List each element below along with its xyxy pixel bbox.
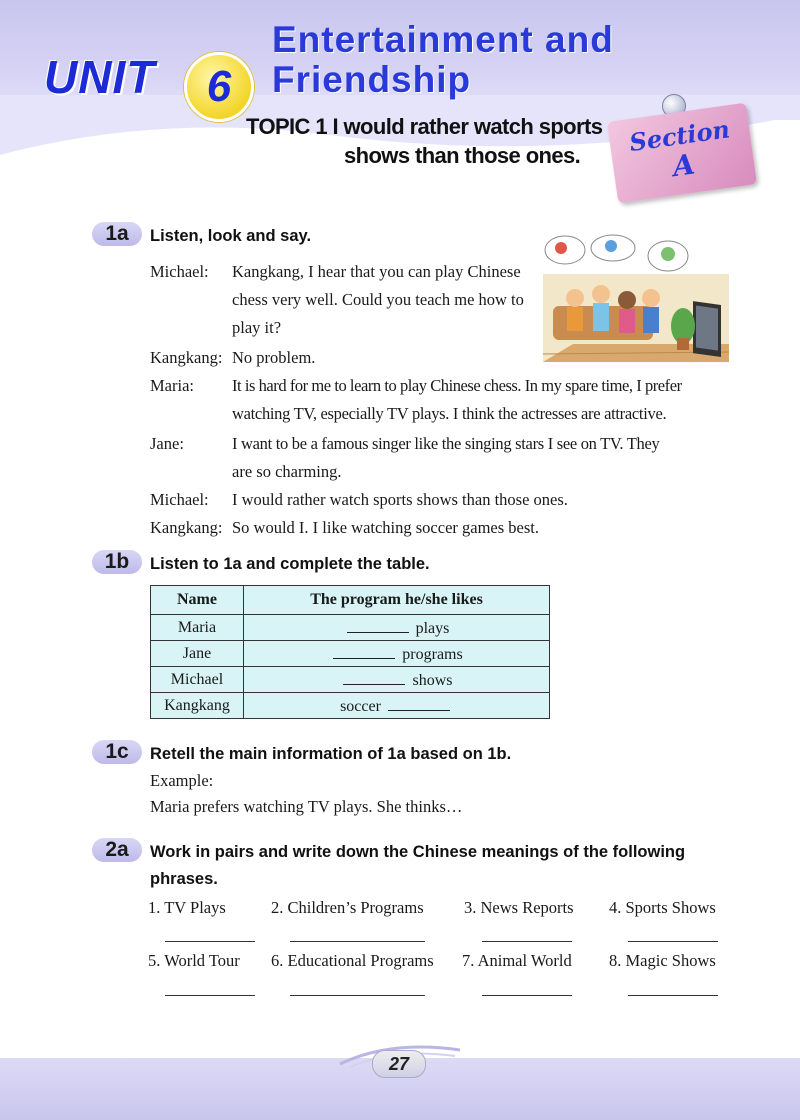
example-label: Example:	[150, 771, 214, 790]
section-word: Section	[627, 114, 732, 158]
speech-line: chess very well. Could you teach me how to	[232, 290, 524, 309]
activity-badge-1b: 1b	[92, 550, 142, 574]
phrase-item: 5. World Tour	[148, 951, 240, 970]
instruction-2a-line1: Work in pairs and write down the Chinese meanings of the following	[150, 843, 686, 861]
program-table	[150, 585, 550, 719]
instruction-2a-line2: phrases.	[150, 870, 218, 888]
cell-name: Michael	[151, 667, 244, 693]
answer-blank[interactable]	[333, 644, 395, 659]
column-header-program: The program he/she likes	[244, 586, 550, 615]
table-row	[151, 667, 550, 693]
answer-line[interactable]	[165, 995, 255, 996]
unit-number-badge	[184, 52, 254, 122]
cell-program	[244, 615, 550, 641]
answer-line[interactable]	[290, 995, 425, 996]
instruction-1b: Listen to 1a and complete the table.	[150, 555, 430, 573]
topic-line2: shows than those ones.	[344, 143, 581, 168]
table-header-row	[151, 586, 550, 615]
tv-watching-illustration	[543, 234, 729, 362]
cell-program	[244, 693, 550, 719]
speech-line: are so charming.	[232, 462, 342, 481]
answer-line[interactable]	[165, 941, 255, 942]
phrase-item: 1. TV Plays	[148, 898, 226, 917]
phrase-item: 6. Educational Programs	[271, 951, 434, 970]
table-row	[151, 641, 550, 667]
topic-line1: TOPIC 1 I would rather watch sports	[246, 114, 603, 139]
cell-suffix: shows	[412, 671, 453, 689]
answer-line[interactable]	[482, 995, 572, 996]
answer-blank[interactable]	[343, 670, 405, 685]
speaker: Michael:	[150, 490, 209, 509]
speech-line: I want to be a famous singer like the singing stars I see on TV. They	[232, 434, 660, 453]
answer-line[interactable]	[628, 941, 718, 942]
speaker: Kangkang:	[150, 518, 223, 537]
activity-badge-1c: 1c	[92, 740, 142, 764]
answer-blank[interactable]	[347, 618, 409, 633]
activity-badge-1a: 1a	[92, 222, 142, 246]
cell-prefix: soccer	[340, 697, 381, 715]
speech-line: watching TV, especially TV plays. I think the actresses are attractive.	[232, 404, 667, 423]
table-row	[151, 693, 550, 719]
page-number: 27	[372, 1050, 426, 1078]
cell-name: Jane	[151, 641, 244, 667]
speech-line: It is hard for me to learn to play Chinese chess. In my spare time, I prefer	[232, 376, 682, 395]
table-row	[151, 615, 550, 641]
activity-badge-2a: 2a	[92, 838, 142, 862]
cell-program	[244, 667, 550, 693]
phrase-item: 7. Animal World	[462, 951, 572, 970]
speech-line: No problem.	[232, 348, 316, 367]
speech-line: Kangkang, I hear that you can play Chinese	[232, 262, 521, 281]
example-text: Maria prefers watching TV plays. She thinks…	[150, 797, 463, 816]
speaker: Michael:	[150, 262, 209, 281]
unit-title-line1: Entertainment and	[272, 19, 614, 60]
instruction-1a: Listen, look and say.	[150, 227, 312, 245]
phrase-item: 8. Magic Shows	[609, 951, 716, 970]
cell-name: Kangkang	[151, 693, 244, 719]
answer-line[interactable]	[482, 941, 572, 942]
cell-name: Maria	[151, 615, 244, 641]
speech-line: So would I. I like watching soccer games best.	[232, 518, 540, 537]
column-header-name: Name	[151, 586, 244, 615]
unit-title-line2: Friendship	[272, 59, 472, 100]
phrase-item: 2. Children’s Programs	[271, 898, 424, 917]
speaker: Jane:	[150, 434, 184, 453]
speaker: Kangkang:	[150, 348, 223, 367]
phrase-item: 4. Sports Shows	[609, 898, 716, 917]
topic-title	[246, 112, 618, 170]
speech-line: play it?	[232, 318, 282, 337]
cell-suffix: programs	[402, 645, 463, 663]
answer-line[interactable]	[290, 941, 425, 942]
answer-blank[interactable]	[388, 696, 450, 711]
cell-program	[244, 641, 550, 667]
cell-suffix: plays	[415, 619, 450, 637]
phrase-item: 3. News Reports	[464, 898, 574, 917]
unit-title	[272, 20, 692, 100]
speaker: Maria:	[150, 376, 194, 395]
answer-line[interactable]	[628, 995, 718, 996]
instruction-1c: Retell the main information of 1a based on 1b.	[150, 745, 512, 763]
section-letter: A	[670, 147, 697, 184]
unit-label: UNIT	[44, 51, 156, 103]
speech-line: I would rather watch sports shows than those ones.	[232, 490, 568, 509]
unit-number: 6	[206, 62, 232, 111]
